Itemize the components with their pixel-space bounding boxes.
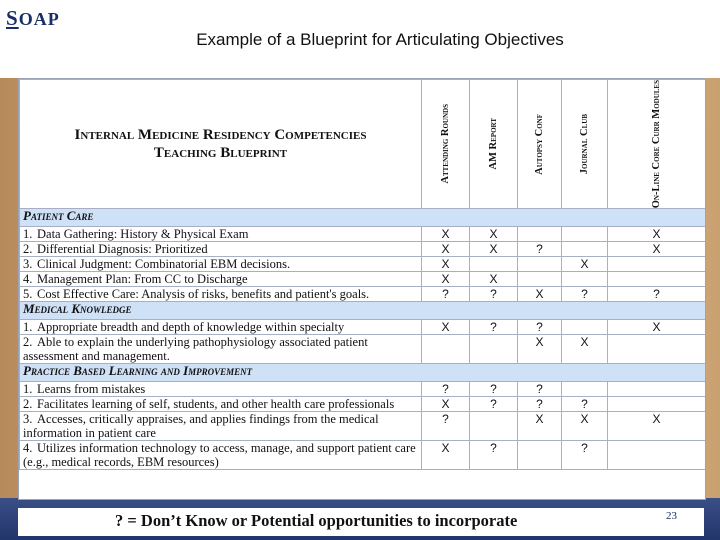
mark-cell: ? [608, 287, 706, 302]
table-row [20, 397, 706, 412]
competency-text: Accesses, critically appraises, and applies findings from the medical information in patient care [23, 412, 379, 441]
item-number: 2. [23, 335, 33, 350]
mark-cell: X [562, 257, 608, 272]
mark-cell [562, 227, 608, 242]
competency-cell [20, 320, 422, 335]
mark-cell: ? [422, 412, 470, 441]
mark-cell [518, 227, 562, 242]
competency-text: Differential Diagnosis: Prioritized [37, 242, 208, 257]
mark-cell: X [470, 227, 518, 242]
competency-text: Facilitates learning of self, students, and other health care professionals [37, 397, 395, 412]
section-title: Medical Knowledge [20, 302, 706, 320]
mark-cell [470, 335, 518, 364]
competency-cell [20, 242, 422, 257]
mark-cell: X [422, 257, 470, 272]
table-title [23, 126, 418, 162]
mark-cell: ? [518, 382, 562, 397]
mark-cell [518, 257, 562, 272]
item-number: 3. [23, 257, 33, 272]
mark-cell: X [422, 441, 470, 470]
section-title: Practice Based Learning and Improvement [20, 364, 706, 382]
column-header-autopsy-conf: Autopsy Conf [518, 80, 562, 209]
mark-cell [608, 257, 706, 272]
mark-cell: ? [562, 287, 608, 302]
column-header-journal-club: Journal Club [562, 80, 608, 209]
mark-cell: ? [518, 242, 562, 257]
mark-cell: X [608, 242, 706, 257]
item-number: 5. [23, 287, 33, 302]
logo-rest: OAP [18, 9, 60, 29]
mark-cell: X [422, 320, 470, 335]
mark-cell: X [562, 412, 608, 441]
mark-cell: X [470, 272, 518, 287]
competency-cell [20, 272, 422, 287]
mark-cell: X [608, 320, 706, 335]
table-row [20, 382, 706, 397]
mark-cell: ? [470, 320, 518, 335]
mark-cell [562, 242, 608, 257]
mark-cell [608, 397, 706, 412]
mark-cell [562, 320, 608, 335]
table-row [20, 412, 706, 441]
table-row [20, 272, 706, 287]
logo-initial: S [6, 6, 19, 30]
mark-cell: ? [562, 441, 608, 470]
competency-cell [20, 227, 422, 242]
table-row [20, 287, 706, 302]
page-number: 23 [666, 510, 677, 522]
mark-cell: X [422, 397, 470, 412]
column-header-am-report: AM Report [470, 80, 518, 209]
mark-cell: ? [518, 320, 562, 335]
table-row [20, 335, 706, 364]
column-header-online-modules: On-Line Core Curr Modules [608, 80, 706, 209]
item-number: 1. [23, 320, 33, 335]
mark-cell [518, 441, 562, 470]
mark-cell [470, 257, 518, 272]
table-header-row [20, 80, 706, 209]
mark-cell [470, 412, 518, 441]
mark-cell [562, 272, 608, 287]
competency-cell [20, 412, 422, 441]
section-medical-knowledge [20, 302, 706, 320]
item-number: 2. [23, 242, 33, 257]
mark-cell [608, 382, 706, 397]
table-row [20, 227, 706, 242]
mark-cell: X [518, 287, 562, 302]
soap-logo [6, 6, 60, 31]
competency-text: Appropriate breadth and depth of knowledge within specialty [37, 320, 345, 335]
column-header-attending-rounds: Attending Rounds [422, 80, 470, 209]
section-practice-based-learning [20, 364, 706, 382]
mark-cell: X [608, 227, 706, 242]
competency-cell [20, 287, 422, 302]
mark-cell: ? [422, 287, 470, 302]
mark-cell: ? [470, 287, 518, 302]
item-number: 4. [23, 272, 33, 287]
slide-title: Example of a Blueprint for Articulating Objectives [196, 30, 564, 49]
competency-text: Utilizes information technology to access, manage, and support patient care (e.g., medical records, EBM resources) [23, 441, 416, 470]
item-number: 3. [23, 412, 33, 427]
item-number: 2. [23, 397, 33, 412]
mark-cell: X [422, 227, 470, 242]
competency-text: Data Gathering: History & Physical Exam [37, 227, 249, 242]
table-title-cell [20, 80, 422, 209]
table-row [20, 257, 706, 272]
table-row [20, 441, 706, 470]
item-number: 4. [23, 441, 33, 456]
mark-cell [608, 335, 706, 364]
mark-cell: X [518, 335, 562, 364]
table-title-line1: Internal Medicine Residency Competencies [74, 127, 367, 144]
competency-text: Able to explain the underlying pathophysiology associated patient assessment and management. [23, 335, 368, 364]
mark-cell [518, 272, 562, 287]
section-title: Patient Care [20, 209, 706, 227]
blueprint-table [19, 79, 706, 470]
table-title-line2: Teaching Blueprint [153, 145, 288, 162]
mark-cell: X [562, 335, 608, 364]
item-number: 1. [23, 227, 33, 242]
legend-text: ? = Don’t Know or Potential opportunities to incorporate [115, 511, 518, 530]
mark-cell: X [608, 412, 706, 441]
competency-cell [20, 441, 422, 470]
competency-text: Cost Effective Care: Analysis of risks, benefits and patient's goals. [37, 287, 370, 302]
mark-cell: ? [470, 382, 518, 397]
mark-cell: ? [422, 382, 470, 397]
table-row [20, 242, 706, 257]
mark-cell: X [470, 242, 518, 257]
competency-cell [20, 335, 422, 364]
mark-cell [608, 441, 706, 470]
mark-cell: X [422, 272, 470, 287]
mark-cell: X [518, 412, 562, 441]
competency-cell [20, 257, 422, 272]
mark-cell: ? [470, 441, 518, 470]
competency-cell [20, 397, 422, 412]
competency-text: Management Plan: From CC to Discharge [37, 272, 248, 287]
competency-text: Clinical Judgment: Combinatorial EBM decisions. [37, 257, 291, 272]
mark-cell: ? [562, 397, 608, 412]
item-number: 1. [23, 382, 33, 397]
mark-cell: ? [518, 397, 562, 412]
section-patient-care [20, 209, 706, 227]
table-row [20, 320, 706, 335]
mark-cell: X [422, 242, 470, 257]
competency-text: Learns from mistakes [37, 382, 146, 397]
blueprint-card [18, 78, 706, 500]
mark-cell: ? [470, 397, 518, 412]
mark-cell [422, 335, 470, 364]
mark-cell [562, 382, 608, 397]
mark-cell [608, 272, 706, 287]
competency-cell [20, 382, 422, 397]
